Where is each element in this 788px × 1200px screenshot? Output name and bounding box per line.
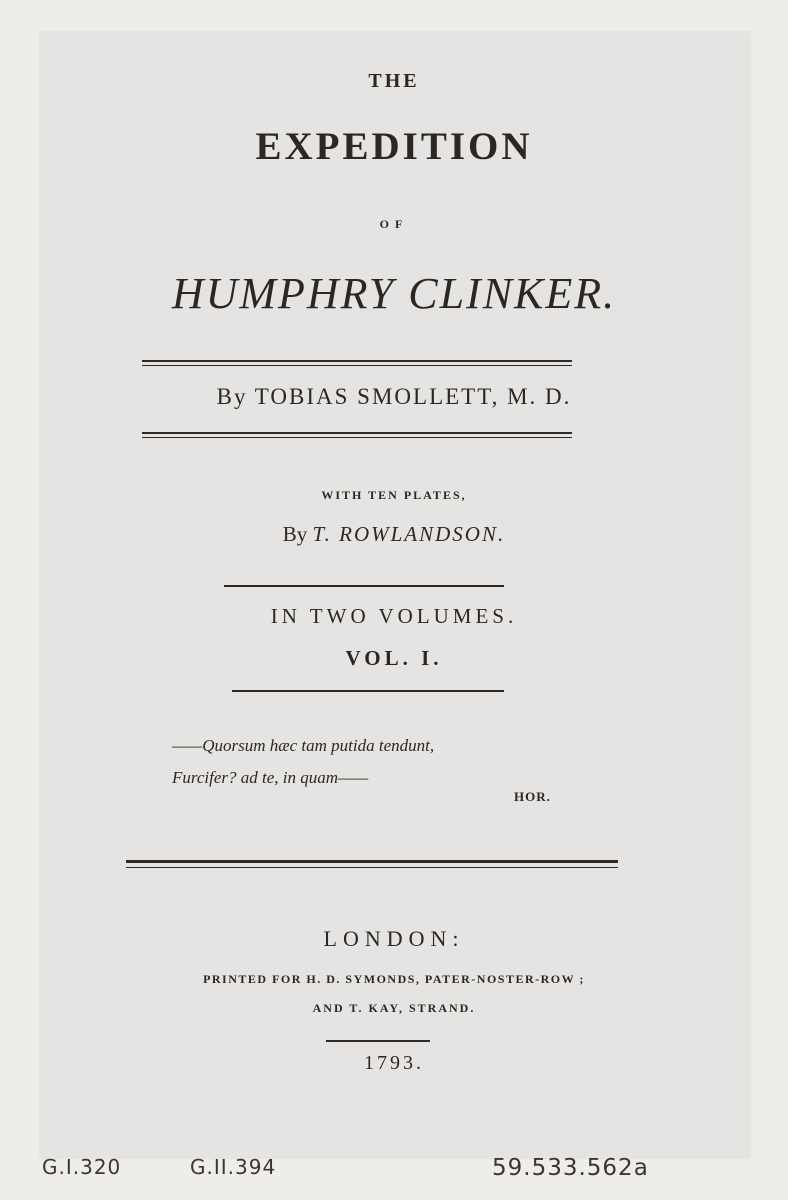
illustrator-by: By: [282, 522, 308, 546]
motto-line-1: ——Quorsum hæc tam putida tendunt,: [172, 736, 435, 755]
volumes-line: IN TWO VOLUMES.: [270, 604, 518, 628]
mount-annotation-accession: 59.533.562a: [492, 1155, 649, 1181]
mount-annotation-left-1: G.I.320: [42, 1155, 122, 1179]
illustrator-line: [0, 522, 788, 547]
volume-number: VOL. I.: [345, 646, 443, 670]
imprint-printer-line-1: PRINTED FOR H. D. SYMONDS, PATER-NOSTER-ROW ;: [203, 972, 585, 986]
illustrator-name: T. ROWLANDSON.: [312, 522, 506, 546]
mount-annotation-left-2: G.II.394: [190, 1155, 277, 1179]
rule-above-year: [326, 1040, 430, 1042]
title-expedition: EXPEDITION: [255, 125, 533, 168]
rule-top-author: [142, 360, 572, 366]
rule-below-volume: [232, 690, 504, 692]
title-humphry-clinker: HUMPHRY CLINKER.: [171, 269, 617, 318]
motto-line-2: Furcifer? ad te, in quam——: [172, 768, 369, 787]
imprint-city: LONDON:: [323, 926, 465, 951]
title-page-sheet: [40, 32, 750, 1158]
rule-above-volumes: [224, 585, 504, 587]
title-the: THE: [368, 70, 420, 92]
rule-bottom-author: [142, 432, 572, 438]
motto-attribution: HOR.: [514, 789, 551, 804]
plates-line: WITH TEN PLATES,: [321, 488, 467, 502]
imprint-printer-line-2: AND T. KAY, STRAND.: [312, 1001, 476, 1015]
author-line: By TOBIAS SMOLLETT, M. D.: [216, 384, 572, 409]
imprint-year: 1793.: [364, 1052, 424, 1074]
rule-above-imprint: [126, 860, 618, 868]
title-of: OF: [379, 217, 409, 231]
